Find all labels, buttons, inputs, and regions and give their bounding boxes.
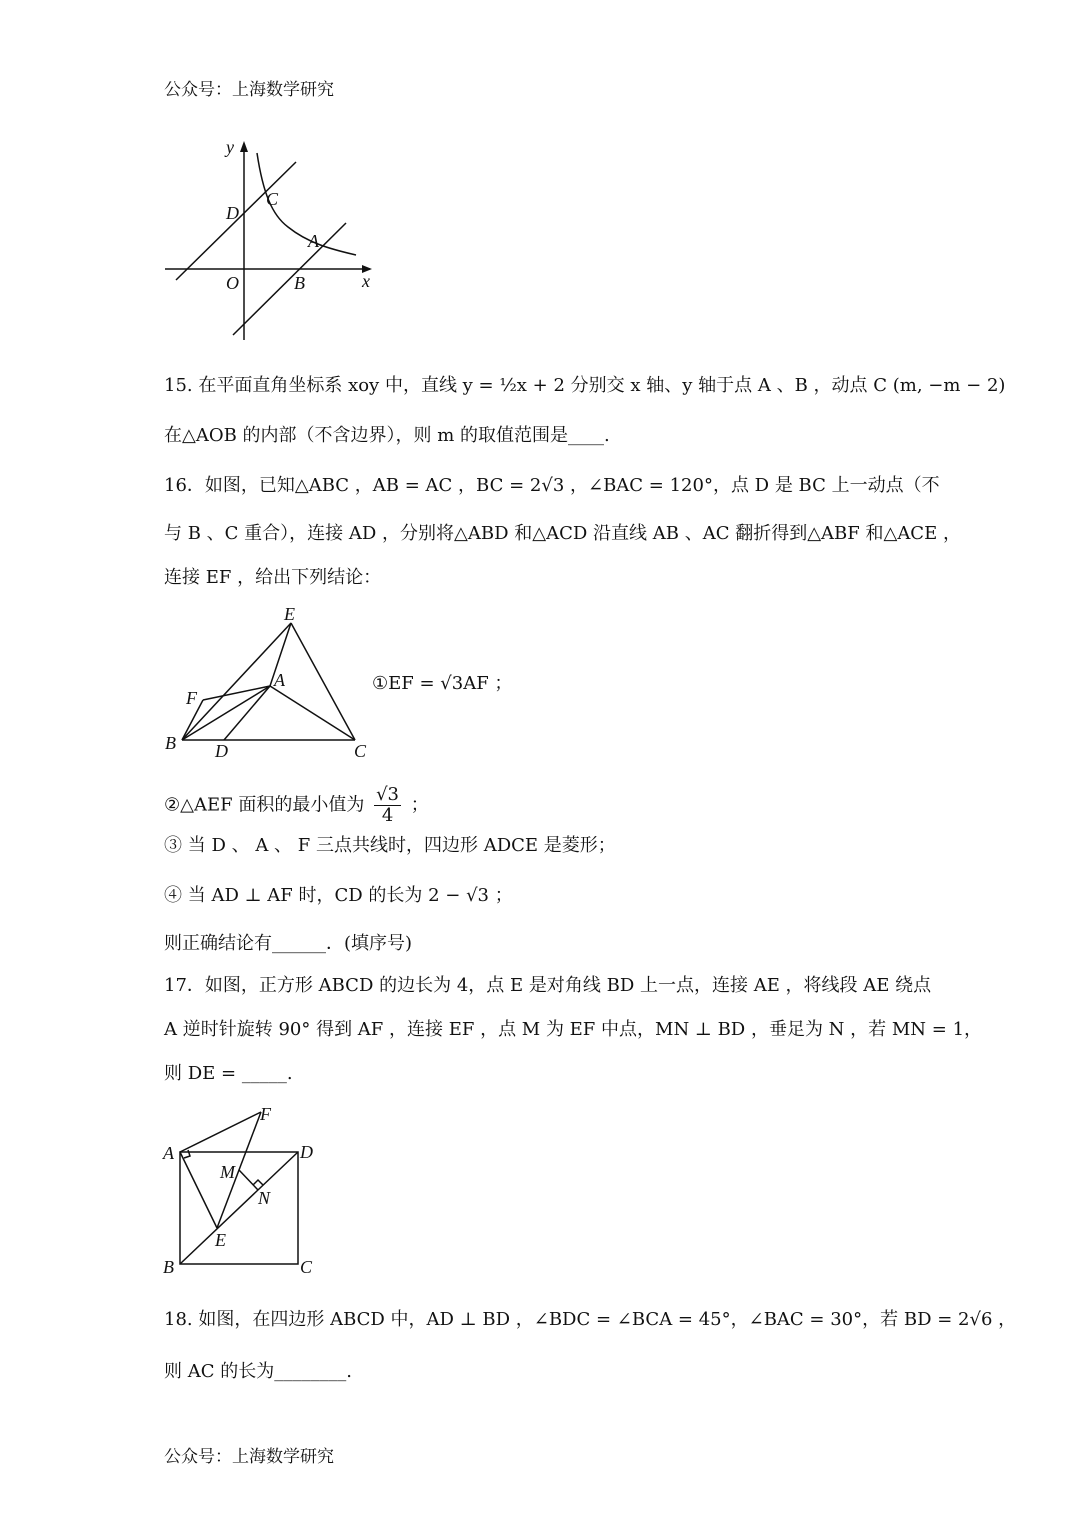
label-a: A: [308, 231, 319, 251]
line-ab: [233, 223, 346, 335]
label-a: A: [274, 670, 285, 690]
label-c: C: [300, 1257, 313, 1277]
label-a: A: [163, 1143, 174, 1163]
fraction: [374, 785, 401, 826]
q18-line1: 18. 如图，在四边形 ABCD 中，AD ⊥ BD ，∠BDC = ∠BCA = 45°，∠BAC = 30°，若 BD = 2√6 ，: [164, 1309, 1017, 1330]
figure-q16: [160, 600, 380, 765]
q15-line2: 在△AOB 的内部（不含边界），则 m 的取值范围是____.: [164, 425, 610, 446]
q15-line1: 15. 在平面直角坐标系 xoy 中，直线 y = ½x + 2 分别交 x 轴、y 轴于点 A 、B ，动点 C (m, −m − 2): [164, 375, 1006, 396]
q16-line2: 与 B 、C 重合），连接 AD ，分别将△ABD 和△ACD 沿直线 AB 、AC 翻折得到△ABF 和△ACE ，: [164, 523, 961, 544]
label-d: D: [226, 203, 239, 223]
q16-conclusion-3: ③ 当 D 、 A 、 F 三点共线时，四边形 ADCE 是菱形；: [164, 835, 616, 856]
seg-ec: [291, 623, 355, 740]
label-x: x: [362, 271, 370, 291]
seg-mn: [239, 1170, 258, 1190]
label-c: C: [354, 741, 367, 761]
page-footer: 公众号：上海数学研究: [164, 1447, 334, 1467]
label-n: N: [258, 1188, 271, 1208]
seg-ac: [270, 686, 355, 740]
label-f: F: [260, 1104, 271, 1124]
fraction-numerator: √3: [376, 784, 399, 805]
label-y: y: [226, 137, 234, 157]
label-d: D: [215, 741, 228, 761]
label-c: C: [266, 189, 279, 209]
label-f: F: [186, 688, 197, 708]
label-b: B: [294, 273, 305, 293]
label-b: B: [163, 1257, 174, 1277]
q16-conclusion-1: ①EF = √3AF ；: [372, 673, 513, 694]
right-angle-a: [184, 1150, 190, 1158]
label-o: O: [226, 273, 239, 293]
q17-line1: 17．如图，正方形 ABCD 的边长为 4，点 E 是对角线 BD 上一点，连接 AE ，将线段 AE 绕点: [164, 975, 932, 996]
label-e: E: [284, 604, 295, 624]
label-b: B: [165, 733, 176, 753]
q16-c2-text: ②△AEF 面积的最小值为: [164, 794, 365, 816]
y-axis-arrow: [240, 141, 248, 152]
q16-conclusion-2: [164, 785, 429, 826]
label-m: M: [220, 1162, 235, 1182]
seg-ae: [180, 1152, 217, 1228]
q17-line2: A 逆时针旋转 90° 得到 AF ，连接 EF ，点 M 为 EF 中点，MN ⊥ BD ，垂足为 N ，若 MN = 1，: [164, 1019, 983, 1040]
q16-answer-line: 则正确结论有______．(填序号): [164, 933, 413, 954]
q18-line2: 则 AC 的长为________.: [164, 1361, 352, 1382]
label-e: E: [215, 1230, 226, 1250]
q16-conclusion-4: ④ 当 AD ⊥ AF 时，CD 的长为 2 − √3 ；: [164, 885, 513, 906]
page-header: 公众号：上海数学研究: [164, 80, 334, 100]
fraction-denominator: 4: [381, 805, 394, 826]
q16-line1: 16．如图，已知△ABC ，AB = AC ，BC = 2√3 ，∠BAC = 120°，点 D 是 BC 上一动点（不: [164, 475, 940, 496]
label-d: D: [300, 1142, 313, 1162]
figure-q14: [160, 135, 380, 345]
q16-line3: 连接 EF ，给出下列结论：: [164, 567, 382, 588]
q17-line3: 则 DE = _____.: [164, 1063, 293, 1084]
q16-c2-tail: ；: [410, 794, 429, 816]
right-angle-n: [253, 1180, 263, 1185]
figure-q17: [160, 1100, 330, 1280]
